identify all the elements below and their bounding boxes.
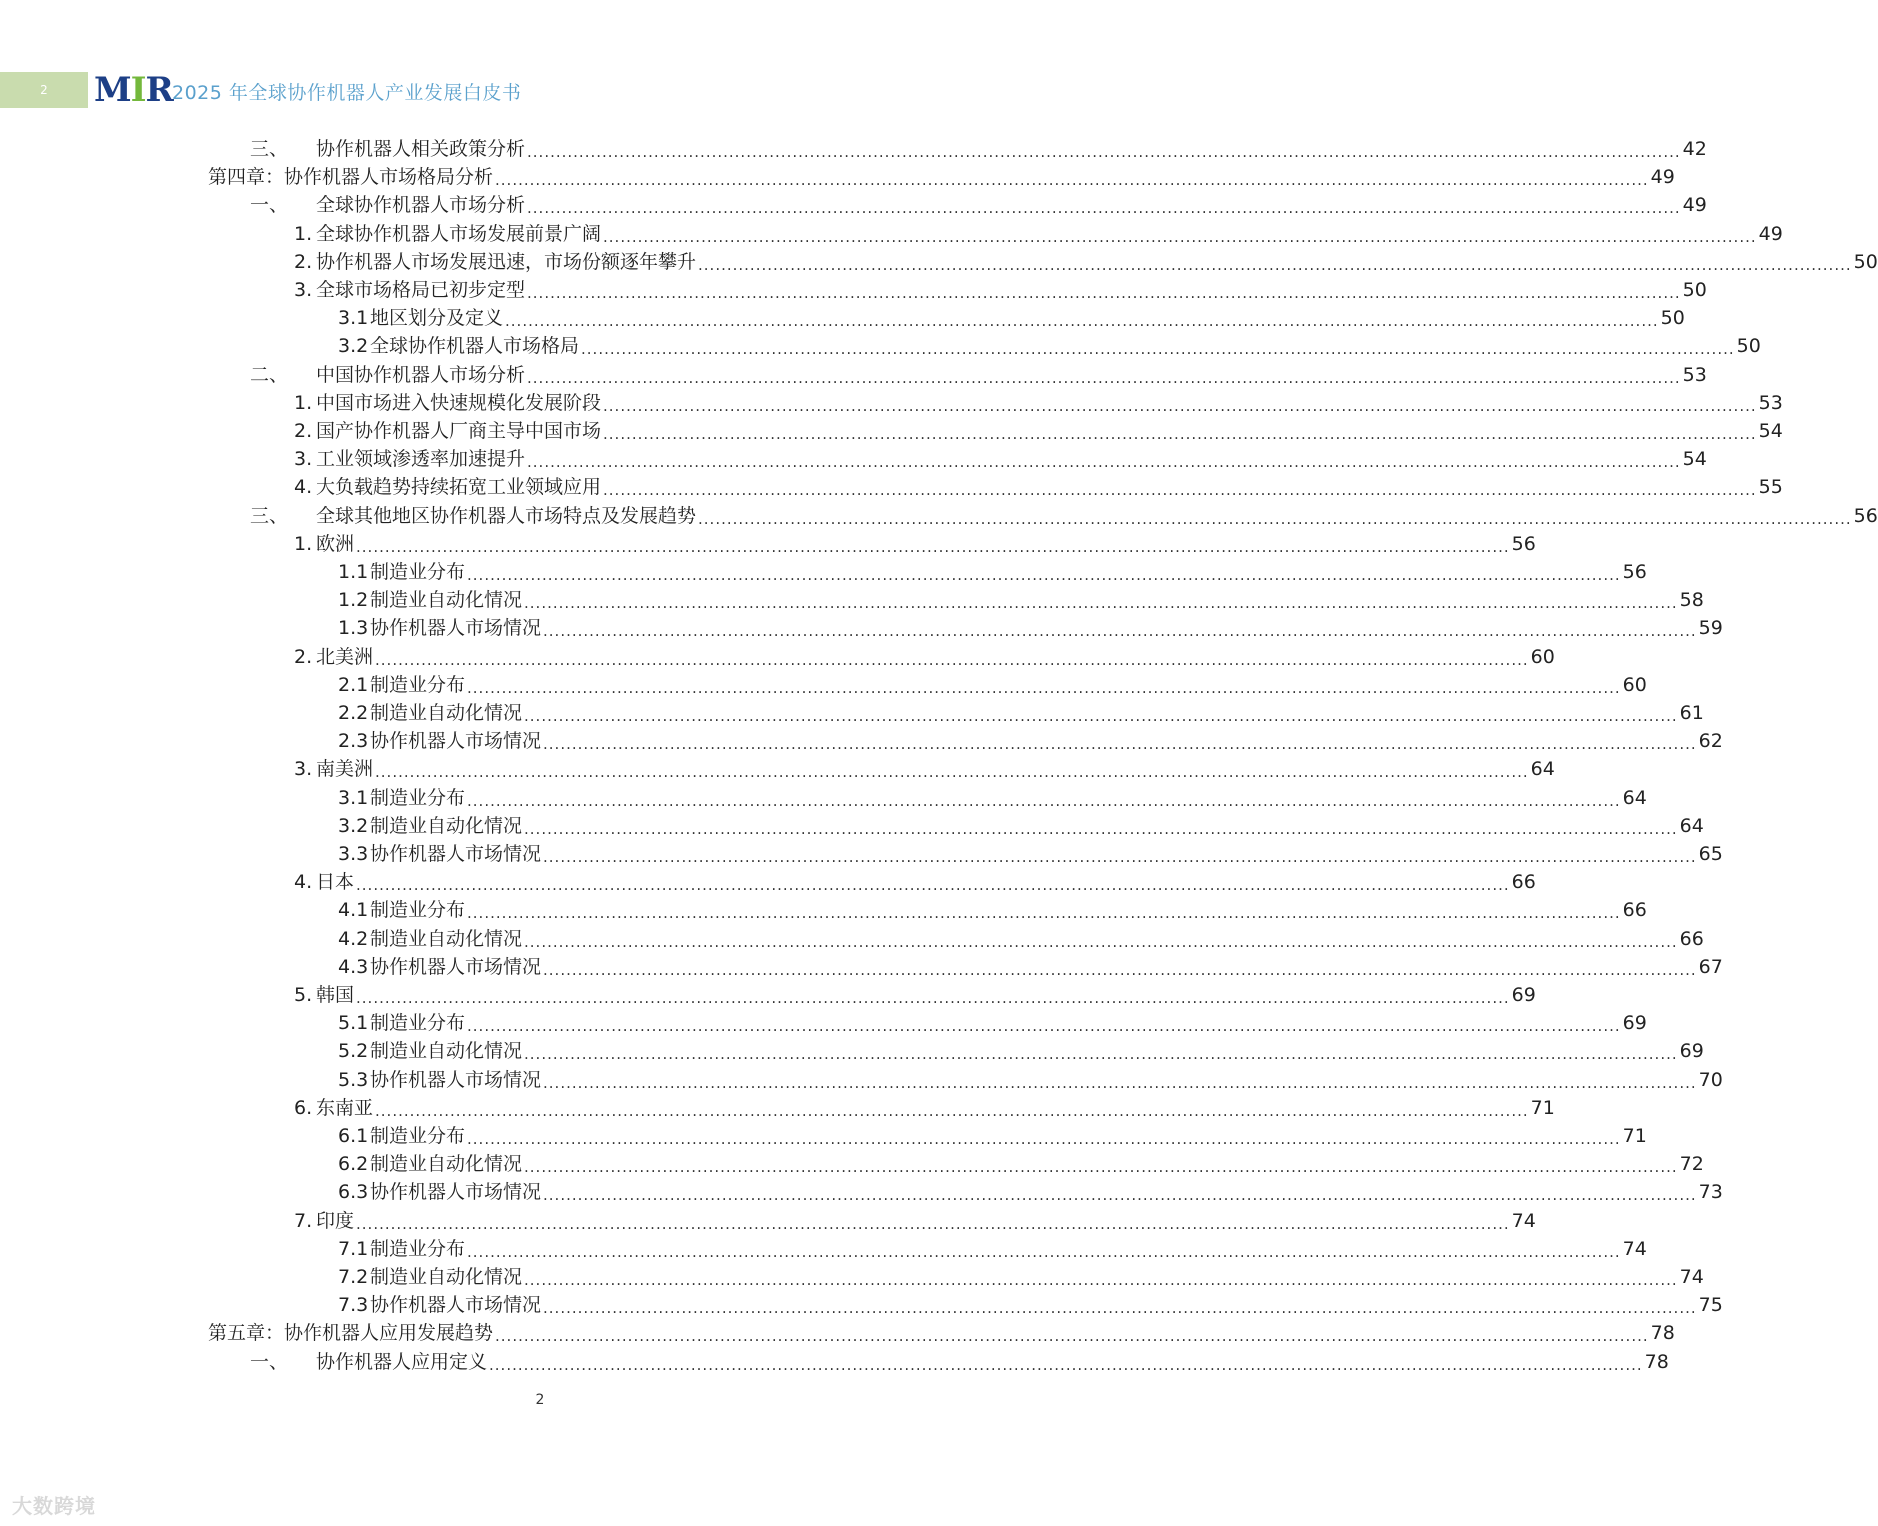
toc-leader-dots: ........................................................................................................................................................................................................: [467, 1017, 1621, 1036]
toc-entry-number: 三、: [250, 504, 289, 527]
toc-leader-dots: ........................................................................................................................................................................................................: [543, 1073, 1697, 1092]
toc-entry-page: 59: [1698, 617, 1723, 640]
toc-entry-title: 协作机器人市场情况: [370, 1068, 542, 1091]
toc-entry-title: 北美洲: [316, 645, 374, 668]
toc-entry-title: 制造业自动化情况: [370, 1040, 523, 1063]
toc-entry[interactable]: [338, 925, 1704, 953]
toc-entry-title: 协作机器人市场情况: [370, 1294, 542, 1317]
toc-entry-page: 60: [1622, 673, 1647, 696]
toc-leader-dots: ........................................................................................................................................................................................................: [524, 594, 1678, 613]
toc-entry-number: 6.: [294, 1096, 313, 1119]
toc-entry[interactable]: [338, 1291, 1723, 1319]
toc-entry-number: 3.: [294, 448, 313, 471]
toc-entry-page: 42: [1682, 138, 1707, 160]
toc-entry[interactable]: [338, 953, 1723, 981]
toc-entry-title: 制造业自动化情况: [370, 589, 523, 612]
toc-entry-page: 73: [1698, 1181, 1723, 1204]
toc-entry-title: 制造业自动化情况: [370, 702, 523, 724]
toc-entry-page: 74: [1511, 1209, 1536, 1232]
toc-entry[interactable]: [294, 417, 1783, 445]
toc-entry-number: 3.2: [338, 814, 369, 837]
toc-entry[interactable]: [338, 840, 1723, 868]
toc-leader-dots: ........................................................................................................................................................................................................: [524, 1271, 1678, 1289]
toc-entry-title: 制造业分布: [370, 1125, 466, 1147]
toc-leader-dots: ........................................................................................................................................................................................................: [698, 255, 1852, 274]
toc-entry-page: 54: [1682, 448, 1707, 471]
toc-entry-number: 三、: [250, 138, 289, 160]
mir-logo: MIR: [94, 70, 173, 110]
toc-leader-dots: ........................................................................................................................................................................................................: [467, 1130, 1621, 1148]
toc-leader-dots: ........................................................................................................................................................................................................: [603, 481, 1757, 500]
toc-entry-page: 55: [1758, 476, 1783, 499]
toc-entry[interactable]: [250, 502, 1878, 530]
toc-entry-page: 71: [1530, 1096, 1555, 1119]
toc-entry-title: 制造业自动化情况: [370, 927, 523, 950]
toc-leader-dots: ........................................................................................................................................................................................................: [543, 622, 1697, 641]
toc-entry-page: 66: [1679, 927, 1704, 950]
toc-leader-dots: ........................................................................................................................................................................................................: [603, 425, 1757, 443]
toc-entry-title: 南美洲: [316, 758, 374, 781]
toc-entry[interactable]: [294, 530, 1536, 558]
toc-entry[interactable]: [338, 1122, 1647, 1150]
toc-entry[interactable]: [338, 896, 1647, 924]
toc-entry-title: 第五章：协作机器人应用发展趋势: [208, 1322, 494, 1345]
toc-entry-page: 58: [1679, 589, 1704, 612]
toc-entry-number: 2.1: [338, 673, 369, 696]
toc-entry[interactable]: [250, 361, 1707, 389]
toc-entry-number: 4.2: [338, 927, 369, 950]
toc-entry-title: 东南亚: [316, 1096, 374, 1119]
toc-entry-title: 制造业分布: [370, 1237, 466, 1260]
toc-entry-number: 5.: [294, 984, 313, 1006]
toc-leader-dots: ........................................................................................................................................................................................................: [375, 763, 1529, 782]
toc-entry[interactable]: [294, 473, 1783, 501]
toc-leader-dots: ........................................................................................................................................................................................................: [543, 848, 1697, 866]
toc-entry-number: 6.1: [338, 1125, 369, 1147]
toc-entry-title: 协作机器人市场情况: [370, 617, 542, 640]
toc-entry-page: 54: [1758, 420, 1783, 442]
toc-entry[interactable]: [294, 981, 1536, 1009]
toc-leader-dots: ........................................................................................................................................................................................................: [489, 1355, 1643, 1374]
toc-entry-number: 一、: [250, 194, 289, 217]
toc-entry[interactable]: [338, 812, 1704, 840]
toc-entry-number: 7.3: [338, 1294, 369, 1317]
toc-entry[interactable]: [294, 220, 1783, 248]
toc-entry-page: 67: [1698, 955, 1723, 978]
toc-entry-page: 78: [1650, 1322, 1675, 1345]
toc-entry-title: 全球协作机器人市场发展前景广阔: [316, 222, 602, 245]
toc-entry[interactable]: [338, 304, 1685, 332]
toc-entry-title: 制造业分布: [370, 673, 466, 696]
toc-entry-number: 1.: [294, 222, 313, 245]
toc-entry-page: 53: [1758, 391, 1783, 414]
toc-leader-dots: ........................................................................................................................................................................................................: [375, 650, 1529, 669]
toc-leader-dots: ........................................................................................................................................................................................................: [467, 904, 1621, 923]
toc-entry-page: 74: [1622, 1237, 1647, 1260]
toc-leader-dots: ........................................................................................................................................................................................................: [467, 678, 1621, 697]
toc-entry-page: 50: [1660, 307, 1685, 330]
toc-entry[interactable]: [250, 191, 1707, 219]
toc-entry-number: 1.2: [338, 589, 369, 612]
toc-entry[interactable]: [338, 699, 1704, 727]
toc-entry-page: 50: [1682, 279, 1707, 301]
toc-entry-title: 地区划分及定义: [370, 307, 504, 330]
toc-entry[interactable]: [294, 276, 1707, 304]
toc-entry-page: 50: [1853, 250, 1878, 273]
toc-entry-title: 制造业分布: [370, 786, 466, 809]
toc-entry-page: 49: [1758, 222, 1783, 245]
toc-entry-number: 3.1: [338, 786, 369, 809]
toc-entry[interactable]: [338, 1066, 1723, 1094]
toc-entry-number: 3.: [294, 279, 313, 301]
toc-entry-number: 二、: [250, 363, 289, 386]
watermark: 大数跨境: [12, 1494, 96, 1518]
toc-entry[interactable]: [294, 248, 1878, 276]
toc-entry-title: 协作机器人市场情况: [370, 955, 542, 978]
toc-entry-number: 1.3: [338, 617, 369, 640]
toc-entry[interactable]: [338, 586, 1704, 614]
toc-entry[interactable]: [338, 1009, 1647, 1037]
toc-leader-dots: ........................................................................................................................................................................................................: [375, 1101, 1529, 1120]
toc-entry-number: 6.2: [338, 1153, 369, 1176]
toc-entry[interactable]: [338, 1037, 1704, 1065]
toc-entry-page: 64: [1679, 814, 1704, 837]
toc-leader-dots: ........................................................................................................................................................................................................: [603, 227, 1757, 246]
toc-entry-title: 第四章：协作机器人市场格局分析: [208, 166, 494, 189]
toc-leader-dots: ........................................................................................................................................................................................................: [581, 340, 1735, 359]
toc-entry-page: 64: [1622, 786, 1647, 809]
toc-entry-title: 全球其他地区协作机器人市场特点及发展趋势: [316, 504, 697, 527]
toc-entry[interactable]: [208, 163, 1675, 191]
toc-entry-title: 制造业自动化情况: [370, 1266, 523, 1288]
page-tab: [0, 72, 88, 108]
toc-leader-dots: ........................................................................................................................................................................................................: [524, 1045, 1678, 1064]
toc-leader-dots: ........................................................................................................................................................................................................: [527, 453, 1681, 472]
toc-entry-page: 70: [1698, 1068, 1723, 1091]
toc-entry[interactable]: [338, 784, 1647, 812]
toc-leader-dots: ........................................................................................................................................................................................................: [543, 960, 1697, 979]
toc-entry-number: 5.2: [338, 1040, 369, 1063]
toc-entry-page: 65: [1698, 843, 1723, 865]
toc-leader-dots: ........................................................................................................................................................................................................: [467, 791, 1621, 810]
toc-entry-page: 62: [1698, 730, 1723, 753]
toc-entry-page: 56: [1622, 561, 1647, 583]
toc-leader-dots: ........................................................................................................................................................................................................: [527, 199, 1681, 218]
toc-entry-title: 日本: [316, 871, 355, 894]
toc-entry[interactable]: [294, 445, 1707, 473]
document-title: 2025 年全球协作机器人产业发展白皮书: [172, 82, 522, 104]
toc-leader-dots: ........................................................................................................................................................................................................: [524, 932, 1678, 951]
toc-entry-number: 4.: [294, 476, 313, 499]
page-number: 2: [535, 1392, 545, 1408]
toc-entry[interactable]: [294, 389, 1783, 417]
toc-entry[interactable]: [338, 671, 1647, 699]
toc-entry[interactable]: [208, 1319, 1675, 1347]
toc-entry[interactable]: [338, 727, 1723, 755]
toc-entry[interactable]: [338, 1150, 1704, 1178]
toc-entry-title: 全球市场格局已初步定型: [316, 279, 526, 301]
toc-entry-title: 韩国: [316, 984, 355, 1006]
toc-leader-dots: ........................................................................................................................................................................................................: [495, 1327, 1649, 1346]
toc-entry-title: 中国协作机器人市场分析: [316, 363, 526, 386]
toc-entry-number: 3.1: [338, 307, 369, 330]
toc-leader-dots: ........................................................................................................................................................................................................: [543, 1186, 1697, 1205]
toc-entry-page: 69: [1679, 1040, 1704, 1063]
toc-entry-title: 制造业分布: [370, 561, 466, 583]
toc-entry-title: 全球协作机器人市场格局: [370, 335, 580, 358]
toc-entry-title: 制造业自动化情况: [370, 814, 523, 837]
toc-entry[interactable]: [294, 643, 1555, 671]
toc-entry[interactable]: [338, 614, 1723, 642]
toc-entry-title: 协作机器人应用定义: [316, 1350, 488, 1373]
toc-entry-title: 大负载趋势持续拓宽工业领域应用: [316, 476, 602, 499]
toc-entry-number: 6.3: [338, 1181, 369, 1204]
toc-entry-number: 2.3: [338, 730, 369, 753]
toc-entry-title: 协作机器人市场情况: [370, 730, 542, 753]
toc-entry-title: 工业领域渗透率加速提升: [316, 448, 526, 471]
toc-leader-dots: ........................................................................................................................................................................................................: [467, 1242, 1621, 1261]
toc-entry-number: 3.: [294, 758, 313, 781]
toc-leader-dots: ........................................................................................................................................................................................................: [524, 819, 1678, 838]
toc-leader-dots: ........................................................................................................................................................................................................: [356, 537, 1510, 556]
toc-entry-title: 协作机器人市场发展迅速，市场份额逐年攀升: [316, 250, 697, 273]
toc-entry-title: 协作机器人相关政策分析: [316, 138, 526, 160]
toc-entry-title: 印度: [316, 1209, 355, 1232]
toc-entry-page: 75: [1698, 1294, 1723, 1317]
toc-leader-dots: ........................................................................................................................................................................................................: [527, 143, 1681, 161]
toc-leader-dots: ........................................................................................................................................................................................................: [524, 1158, 1678, 1177]
toc-entry-number: 1.1: [338, 561, 369, 583]
toc-entry-page: 66: [1511, 871, 1536, 894]
toc-entry-number: 2.: [294, 645, 313, 668]
toc-leader-dots: ........................................................................................................................................................................................................: [698, 509, 1852, 528]
toc-entry-number: 2.2: [338, 702, 369, 724]
toc-leader-dots: ........................................................................................................................................................................................................: [356, 876, 1510, 895]
toc-entry-page: 53: [1682, 363, 1707, 386]
toc-leader-dots: ........................................................................................................................................................................................................: [527, 284, 1681, 302]
toc-entry[interactable]: [294, 868, 1536, 896]
toc-entry-title: 制造业分布: [370, 899, 466, 922]
toc-leader-dots: ........................................................................................................................................................................................................: [356, 989, 1510, 1007]
toc-entry-page: 66: [1622, 899, 1647, 922]
toc-entry-number: 3.3: [338, 843, 369, 865]
toc-entry-page: 72: [1679, 1153, 1704, 1176]
toc-entry-title: 协作机器人市场情况: [370, 1181, 542, 1204]
toc-entry-number: 7.2: [338, 1266, 369, 1288]
toc-entry-number: 5.1: [338, 1012, 369, 1035]
toc-entry[interactable]: [338, 332, 1761, 360]
toc-entry-title: 制造业自动化情况: [370, 1153, 523, 1176]
toc-entry-page: 56: [1853, 504, 1878, 527]
toc-leader-dots: ........................................................................................................................................................................................................: [527, 368, 1681, 387]
toc-entry[interactable]: [338, 558, 1647, 586]
toc-entry-number: 4.: [294, 871, 313, 894]
toc-leader-dots: ........................................................................................................................................................................................................: [495, 171, 1649, 190]
toc-entry-number: 7.1: [338, 1237, 369, 1260]
toc-entry-number: 2.: [294, 250, 313, 273]
page-tab-number: 2: [40, 83, 48, 97]
toc-entry-number: 一、: [250, 1350, 289, 1373]
toc-leader-dots: ........................................................................................................................................................................................................: [467, 566, 1621, 584]
toc-entry-page: 49: [1682, 194, 1707, 217]
toc-entry-title: 欧洲: [316, 532, 355, 555]
toc-entry-page: 56: [1511, 532, 1536, 555]
toc-entry-page: 71: [1622, 1125, 1647, 1147]
toc-entry-number: 4.3: [338, 955, 369, 978]
toc-entry-title: 制造业分布: [370, 1012, 466, 1035]
toc-entry-number: 5.3: [338, 1068, 369, 1091]
toc-entry-number: 3.2: [338, 335, 369, 358]
toc-entry[interactable]: [338, 1263, 1704, 1291]
toc-entry-title: 中国市场进入快速规模化发展阶段: [316, 391, 602, 414]
toc-entry-page: 49: [1650, 166, 1675, 189]
toc-entry-title: 协作机器人市场情况: [370, 843, 542, 865]
toc-leader-dots: ........................................................................................................................................................................................................: [603, 396, 1757, 415]
toc-entry-number: 1.: [294, 532, 313, 555]
toc-entry[interactable]: [294, 1094, 1555, 1122]
toc-entry-page: 60: [1530, 645, 1555, 668]
toc-entry-page: 78: [1644, 1350, 1669, 1373]
toc-entry-page: 64: [1530, 758, 1555, 781]
toc-leader-dots: ........................................................................................................................................................................................................: [543, 1299, 1697, 1318]
toc-entry-title: 国产协作机器人厂商主导中国市场: [316, 420, 602, 442]
toc-entry[interactable]: [250, 135, 1707, 163]
toc-entry-page: 50: [1736, 335, 1761, 358]
toc-leader-dots: ........................................................................................................................................................................................................: [543, 735, 1697, 754]
toc-entry-number: 1.: [294, 391, 313, 414]
toc-entry-number: 4.1: [338, 899, 369, 922]
toc-entry-number: 2.: [294, 420, 313, 442]
toc-leader-dots: ........................................................................................................................................................................................................: [505, 312, 1659, 331]
toc-entry[interactable]: [294, 755, 1555, 783]
toc-entry-page: 69: [1511, 984, 1536, 1006]
toc-entry-number: 7.: [294, 1209, 313, 1232]
toc-entry-title: 全球协作机器人市场分析: [316, 194, 526, 217]
toc-entry[interactable]: [338, 1235, 1647, 1263]
toc-entry[interactable]: [294, 1207, 1536, 1235]
toc-entry[interactable]: [338, 1178, 1723, 1206]
toc-leader-dots: ........................................................................................................................................................................................................: [356, 1214, 1510, 1233]
toc-entry-page: 74: [1679, 1266, 1704, 1288]
toc-leader-dots: ........................................................................................................................................................................................................: [524, 707, 1678, 725]
toc-entry-page: 61: [1679, 702, 1704, 724]
toc-entry-page: 69: [1622, 1012, 1647, 1035]
toc-entry[interactable]: [250, 1348, 1669, 1376]
